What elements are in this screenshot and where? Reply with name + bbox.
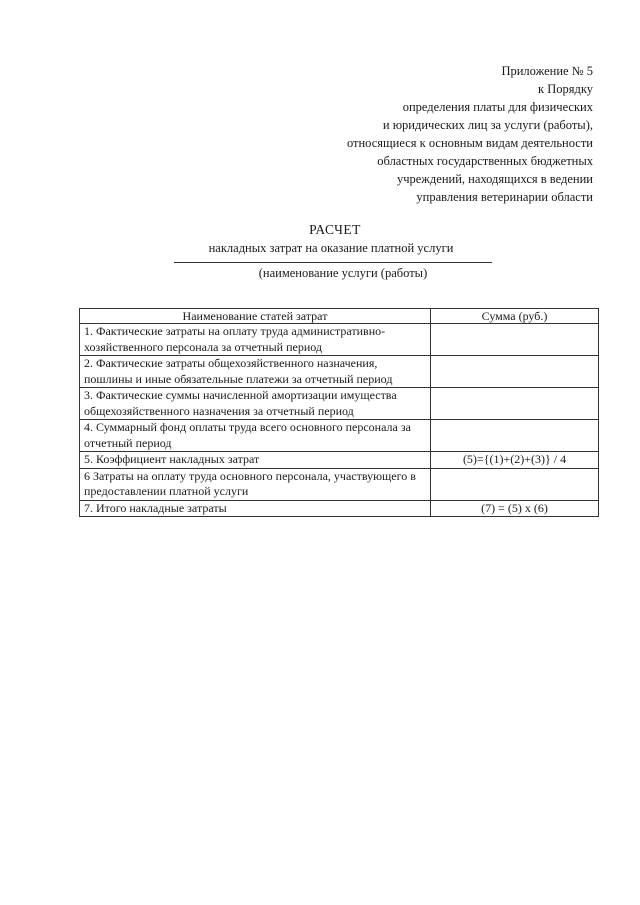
sum-cell xyxy=(431,468,599,500)
table-row xyxy=(80,452,599,469)
cost-item-cell: 2. Фактические затраты общехозяйственного назначения, пошлины и иные обязательные платежи за отчетный период xyxy=(80,356,431,388)
appendix-line: и юридических лиц за услуги (работы), xyxy=(382,118,593,132)
document-subtitle: накладных затрат на оказание платной услуги xyxy=(208,241,454,255)
title-block xyxy=(0,221,640,257)
column-header-sum: Сумма (руб.) xyxy=(431,309,599,324)
cost-item-cell: 1. Фактические затраты на оплату труда административно-хозяйственного персонала за отчетный период xyxy=(80,324,431,356)
table-row xyxy=(80,500,599,517)
document-title: РАСЧЕТ xyxy=(309,222,361,237)
table-header-row xyxy=(80,309,599,324)
appendix-line: определения платы для физических xyxy=(402,100,593,114)
cost-item-cell: 7. Итого накладные затраты xyxy=(80,500,431,517)
service-name-caption: (наименование услуги (работы) xyxy=(258,266,428,280)
table-row xyxy=(80,388,599,420)
sum-cell xyxy=(431,324,599,356)
sum-cell xyxy=(431,356,599,388)
appendix-header xyxy=(293,62,593,206)
appendix-line: областных государственных бюджетных xyxy=(377,154,593,168)
sum-cell: (7) = (5) х (6) xyxy=(431,500,599,517)
appendix-line: управления ветеринарии области xyxy=(416,190,593,204)
table-row xyxy=(80,468,599,500)
table-row xyxy=(80,356,599,388)
sum-cell xyxy=(431,388,599,420)
column-header-item: Наименование статей затрат xyxy=(80,309,431,324)
appendix-line: учреждений, находящихся в ведении xyxy=(396,172,593,186)
appendix-line: Приложение № 5 xyxy=(501,64,593,78)
service-name-blank-line xyxy=(174,262,492,263)
cost-item-cell: 6 Затраты на оплату труда основного персонала, участвующего в предоставлении платной услуги xyxy=(80,468,431,500)
table-row xyxy=(80,324,599,356)
sum-cell xyxy=(431,420,599,452)
table-row xyxy=(80,420,599,452)
cost-calculation-table xyxy=(79,308,599,517)
appendix-line: к Порядку xyxy=(538,82,593,96)
cost-item-cell: 4. Суммарный фонд оплаты труда всего основного персонала за отчетный период xyxy=(80,420,431,452)
cost-item-cell: 3. Фактические суммы начисленной амортизации имущества общехозяйственного назначения за отчетный период xyxy=(80,388,431,420)
sum-cell: (5)={(1)+(2)+(3)} / 4 xyxy=(431,452,599,469)
cost-item-cell: 5. Коэффициент накладных затрат xyxy=(80,452,431,469)
appendix-line: относящиеся к основным видам деятельности xyxy=(346,136,593,150)
